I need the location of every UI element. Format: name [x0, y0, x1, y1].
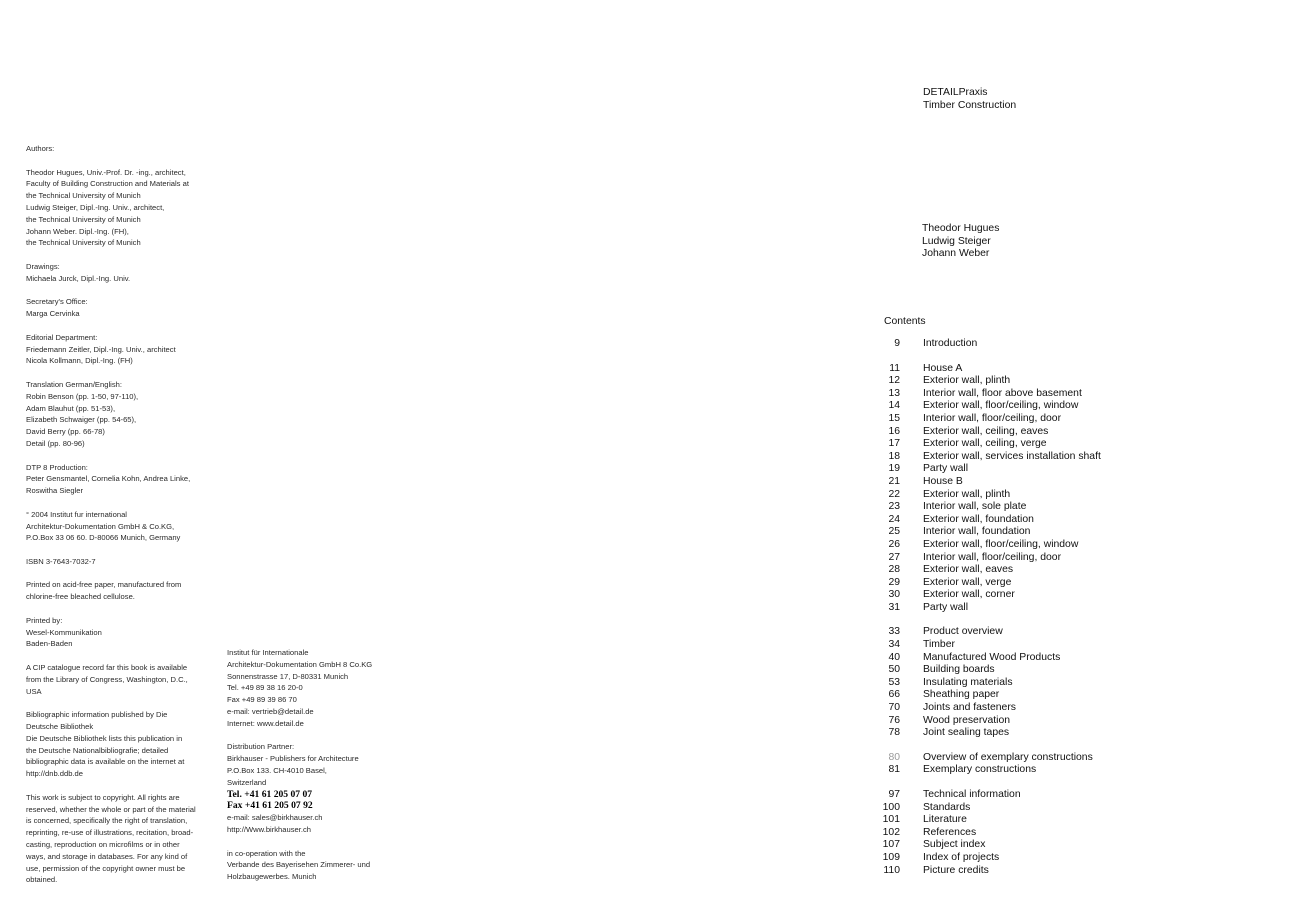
toc-page-number: 50 — [888, 664, 900, 676]
toc-entry — [880, 865, 1101, 878]
distribution-section — [227, 741, 407, 835]
isbn: ISBN 3-7643-7032-7 — [26, 556, 96, 566]
book-title: Timber Construction — [923, 99, 1017, 111]
toc-entry — [880, 626, 1101, 639]
author-line: Johann Weber. Dipl.-Ing. (FH), — [26, 226, 129, 236]
toc-entry — [880, 514, 1101, 527]
cip-line: from the Library of Congress, Washington, D.C., — [26, 674, 188, 684]
toc-entry — [880, 839, 1101, 852]
toc-entry-title: Wood preservation — [923, 714, 1011, 726]
toc-entry-title: Joints and fasteners — [923, 702, 1016, 714]
printer-heading: Printed by: — [26, 615, 63, 625]
toc-entry — [880, 426, 1101, 439]
toc-entry — [880, 715, 1101, 728]
toc-page-number: 18 — [888, 450, 900, 462]
toc-entry — [880, 827, 1101, 840]
toc-entry-title: Technical information — [923, 789, 1021, 800]
distribution-line: P.O.Box 133. CH-4010 Basel, — [227, 765, 327, 775]
translation-credit: David Berry (pp. 66-78) — [26, 427, 105, 437]
drawings-section — [26, 261, 226, 285]
toc-page-number: 80 — [888, 751, 900, 763]
toc-entry-title: Exterior wall, floor/ceiling, window — [923, 400, 1079, 412]
toc-entry-title: Interior wall, floor/ceiling, door — [923, 412, 1062, 424]
toc-entry — [880, 451, 1101, 464]
toc-entry-title: Building boards — [923, 664, 995, 676]
author-line: Theodor Hugues, Univ.-Prof. Dr. -ing., architect, — [26, 167, 186, 177]
rights-line: reserved, whether the whole or part of the material — [26, 804, 196, 814]
toc-entry — [880, 413, 1101, 426]
bibliographic-line: the Deutsche Nationalbibliografie; detailed — [26, 745, 169, 755]
toc-page-number: 31 — [888, 601, 900, 613]
toc-entry-title: Overview of exemplary constructions — [923, 751, 1093, 763]
toc-page-number: 101 — [882, 814, 900, 826]
toc-page-number: 100 — [882, 801, 900, 813]
authors-section — [26, 143, 226, 155]
toc-page-number: 25 — [888, 526, 900, 538]
toc-entry-title: House B — [923, 475, 963, 487]
toc-entry-title: Index of projects — [923, 851, 1000, 863]
toc-entry-title: Introduction — [923, 338, 978, 349]
toc-entry — [880, 438, 1101, 451]
toc-entry — [880, 476, 1101, 489]
toc-entry-title: Joint sealing tapes — [923, 727, 1010, 739]
toc-page-number: 107 — [882, 839, 900, 851]
toc-page-number: 17 — [888, 438, 900, 450]
toc-page-number: 102 — [882, 826, 900, 838]
toc-entry — [880, 552, 1101, 565]
toc-page-number: 21 — [888, 475, 900, 487]
toc-entry-title: Interior wall, floor above basement — [923, 387, 1082, 399]
toc-page-number: 12 — [888, 375, 900, 387]
bibliographic-line: Die Deutsche Bibliothek lists this publication in — [26, 733, 183, 743]
toc-entry-title: Standards — [923, 801, 971, 813]
toc-page-number: 13 — [888, 387, 900, 399]
secretary-credit: Marga Cervinka — [26, 309, 80, 319]
toc-entry — [880, 664, 1101, 677]
distribution-line: Switzerland — [227, 777, 267, 787]
toc-entry — [880, 489, 1101, 502]
toc-entry — [880, 375, 1101, 388]
editorial-credit: Nicola Kollmann, Dipl.-Ing. (FH) — [26, 356, 133, 366]
publisher-line: Institut für Internationale — [227, 648, 309, 657]
authors-heading: Authors: — [26, 144, 55, 153]
toc-entry-title: Exterior wall, verge — [923, 576, 1012, 588]
distribution-tel: Tel. +41 61 205 07 07 — [227, 788, 313, 800]
bibliographic-line: Deutsche Bibliothek — [26, 722, 94, 732]
editorial-credit: Friedemann Zeitler, Dipl.-Ing. Univ., architect — [26, 344, 176, 354]
author-names — [922, 223, 999, 261]
toc-entry-title: Exterior wall, plinth — [923, 375, 1011, 387]
toc-page-number: 9 — [894, 338, 900, 349]
toc-entry — [880, 526, 1101, 539]
toc-entry — [880, 363, 1101, 376]
toc-entry-title: Exterior wall, ceiling, eaves — [923, 425, 1049, 437]
toc-entry — [880, 789, 1101, 802]
toc-entry-title: Interior wall, floor/ceiling, door — [923, 551, 1062, 563]
imprint-left-column — [26, 143, 226, 898]
toc-entry — [880, 639, 1101, 652]
paper-section — [26, 579, 226, 603]
printer-section — [26, 615, 226, 650]
publisher-line: Fax +49 89 39 86 70 — [227, 695, 297, 705]
toc-entry-title: Interior wall, sole plate — [923, 501, 1027, 513]
publisher-line: Internet: www.detail.de — [227, 718, 304, 728]
cooperation-section — [227, 848, 407, 883]
toc-entry-title: Interior wall, foundation — [923, 526, 1031, 538]
cooperation-line: Verbande des Bayerisehen Zimmerer- und — [227, 860, 371, 870]
rights-line: This work is subject to copyright. All rights are — [26, 792, 180, 802]
printer-line: Wesel-Kommunikation — [26, 627, 102, 637]
toc-page-number: 40 — [888, 651, 900, 663]
toc-entry — [880, 564, 1101, 577]
toc-entry-title: Timber — [923, 639, 955, 651]
toc-entry-title: Exemplary constructions — [923, 764, 1037, 776]
rights-line: ways, and storage in databases. For any kind of — [26, 851, 188, 861]
author-line: Ludwig Steiger, Dipl.-Ing. Univ., architect, — [26, 202, 165, 212]
toc-entry — [880, 852, 1101, 865]
toc-page-number: 19 — [888, 463, 900, 475]
toc-entry — [880, 577, 1101, 590]
toc-page-number: 81 — [888, 764, 900, 776]
toc-entry — [880, 702, 1101, 715]
toc-entry — [880, 752, 1101, 765]
printer-line: Baden-Baden — [26, 639, 73, 649]
toc-page-number: 33 — [888, 626, 900, 638]
toc-entry-title: Party wall — [923, 463, 969, 475]
toc-entry-title: House A — [923, 362, 963, 374]
bibliographic-line: Bibliographic information published by Die — [26, 710, 168, 720]
toc-entry — [880, 539, 1101, 552]
toc-page-number: 22 — [888, 488, 900, 500]
dtp-credit: Roswitha Siegler — [26, 486, 83, 496]
translation-credit: Elizabeth Schwaiger (pp. 54-65), — [26, 415, 137, 425]
toc-page-number: 26 — [888, 538, 900, 550]
toc-entry-title: Party wall — [923, 601, 969, 613]
editorial-section — [26, 332, 226, 367]
toc-page-number: 11 — [889, 362, 900, 374]
title-block — [923, 87, 1016, 112]
toc-entry — [880, 802, 1101, 815]
toc-page-number: 76 — [888, 714, 900, 726]
secretary-section — [26, 296, 226, 320]
paper-line: chlorine-free bleached cellulose. — [26, 592, 135, 602]
editorial-heading: Editorial Department: — [26, 332, 98, 342]
publisher-column — [227, 647, 407, 895]
author-line: the Technical University of Munich — [26, 191, 141, 201]
toc-entry-title: Picture credits — [923, 864, 989, 876]
toc-entry-title: Exterior wall, floor/ceiling, window — [923, 538, 1079, 550]
toc-entry-title: Exterior wall, ceiling, verge — [923, 438, 1047, 450]
toc-entry-title: Sheathing paper — [923, 689, 1000, 701]
drawings-heading: Drawings: — [26, 261, 60, 271]
toc-page-number: 109 — [882, 851, 900, 863]
table-of-contents — [880, 338, 1101, 877]
isbn-section — [26, 556, 226, 568]
toc-page-number: 53 — [888, 676, 900, 688]
publisher-section — [227, 647, 407, 730]
toc-group-gap — [880, 614, 1101, 626]
toc-page-number: 27 — [888, 551, 900, 563]
bibliographic-line: bibliographic data is available on the internet at — [26, 757, 185, 767]
toc-page-number: 14 — [888, 400, 900, 412]
toc-entry — [880, 677, 1101, 690]
toc-entry — [880, 589, 1101, 602]
drawings-credit: Michaela Jurck, Dipl.-Ing. Univ. — [26, 273, 131, 283]
series-name: DETAILPraxis — [923, 87, 988, 98]
toc-group-gap — [880, 740, 1101, 752]
rights-line: is concerned, specifically the right of translation, — [26, 816, 188, 826]
toc-group-gap — [880, 777, 1101, 789]
toc-entry — [880, 501, 1101, 514]
toc-entry-title: Exterior wall, plinth — [923, 488, 1011, 500]
authors-list — [26, 167, 226, 250]
rights-line: obtained. — [26, 875, 58, 885]
copyright-section — [26, 509, 226, 544]
toc-page-number: 24 — [888, 513, 900, 525]
toc-page-number: 16 — [888, 425, 900, 437]
cooperation-line: Holzbaugewerbes. Munich — [227, 872, 317, 882]
distribution-line: Birkhauser - Publishers for Architecture — [227, 754, 359, 764]
translation-heading: Translation German/English: — [26, 379, 122, 389]
toc-entry — [880, 602, 1101, 615]
toc-entry — [880, 388, 1101, 401]
publisher-line: Sonnenstrasse 17, D-80331 Munich — [227, 671, 349, 681]
toc-page-number: 97 — [888, 789, 900, 800]
publisher-line: e-mail: vertrieb@detail.de — [227, 706, 314, 716]
toc-entry — [880, 400, 1101, 413]
toc-entry — [880, 814, 1101, 827]
copyright-line: Architektur-Dokumentation GmbH & Co.KG, — [26, 521, 175, 531]
contents-heading: Contents — [884, 316, 926, 327]
distribution-fax: Fax +41 61 205 07 92 — [227, 800, 313, 812]
toc-page-number: 29 — [888, 576, 900, 588]
toc-page-number: 110 — [883, 864, 900, 876]
rights-line: use, permission of the copyright owner must be — [26, 863, 186, 873]
secretary-heading: Secretary's Office: — [26, 297, 88, 307]
publisher-line: Architektur-Dokumentation GmbH 8 Co.KG — [227, 659, 373, 669]
toc-entry-title: Exterior wall, foundation — [923, 513, 1034, 525]
toc-page-number: 23 — [888, 501, 900, 513]
rights-line: casting, reproduction on microfilms or in other — [26, 840, 180, 850]
paper-line: Printed on acid-free paper, manufactured from — [26, 580, 182, 590]
toc-entry-title: Subject index — [923, 839, 986, 851]
toc-group-gap — [880, 351, 1101, 363]
dtp-section — [26, 462, 226, 497]
cooperation-line: in co-operation with the — [227, 848, 306, 858]
author-name: Ludwig Steiger — [922, 235, 991, 247]
toc-entry-title: References — [923, 826, 977, 838]
toc-entry — [880, 727, 1101, 740]
bibliographic-section — [26, 709, 226, 780]
author-name: Johann Weber — [922, 248, 990, 260]
cip-section — [26, 662, 226, 697]
toc-entry — [880, 689, 1101, 702]
toc-page-number: 15 — [888, 412, 900, 424]
toc-entry-title: Literature — [923, 814, 967, 826]
distribution-line: e-mail: sales@birkhauser.ch — [227, 813, 323, 823]
toc-entry — [880, 764, 1101, 777]
toc-page-number: 70 — [888, 702, 900, 714]
toc-entry-title: Exterior wall, services installation shaft — [923, 450, 1101, 462]
translation-credit: Adam Blauhut (pp. 51-53), — [26, 403, 116, 413]
author-line: the Technical University of Munich — [26, 214, 141, 224]
dtp-credit: Peter Gensmantel, Cornelia Kohn, Andrea Linke, — [26, 474, 191, 484]
toc-entry — [880, 652, 1101, 665]
author-line: the Technical University of Munich — [26, 238, 141, 248]
toc-entry-title: Exterior wall, corner — [923, 589, 1015, 601]
toc-page-number: 78 — [888, 727, 900, 739]
toc-page-number: 28 — [888, 564, 900, 576]
copyright-line: P.O.Box 33 06 60. D-80066 Munich, Germany — [26, 533, 181, 543]
cip-line: A CIP catalogue record far this book is available — [26, 663, 188, 673]
distribution-line: http://Www.birkhauser.ch — [227, 824, 311, 834]
toc-page-number: 34 — [888, 639, 900, 651]
translation-credit: Detail (pp. 80-96) — [26, 438, 85, 448]
rights-section — [26, 792, 226, 886]
toc-page-number: 66 — [888, 689, 900, 701]
cip-line: USA — [26, 686, 42, 696]
copyright-line: ° 2004 Institut fur international — [26, 509, 127, 519]
dtp-heading: DTP 8 Production: — [26, 462, 88, 472]
translation-section — [26, 379, 226, 450]
toc-entry-title: Exterior wall, eaves — [923, 564, 1014, 576]
author-line: Faculty of Building Construction and Materials at — [26, 179, 189, 189]
distribution-heading: Distribution Partner: — [227, 742, 295, 752]
toc-entry-title: Product overview — [923, 626, 1003, 638]
toc-entry — [880, 463, 1101, 476]
toc-entry-title: Manufactured Wood Products — [923, 651, 1061, 663]
toc-entry — [880, 338, 1101, 351]
bibliographic-line: http://dnb.ddb.de — [26, 769, 84, 779]
author-name: Theodor Hugues — [922, 223, 1000, 234]
toc-entry-title: Insulating materials — [923, 676, 1013, 688]
rights-line: reprinting, re-use of illustrations, recitation, broad- — [26, 828, 194, 838]
toc-page-number: 30 — [888, 589, 900, 601]
publisher-line: Tel. +49 89 38 16 20-0 — [227, 683, 303, 693]
translation-credit: Robin Benson (pp. 1-50, 97-110), — [26, 391, 139, 401]
